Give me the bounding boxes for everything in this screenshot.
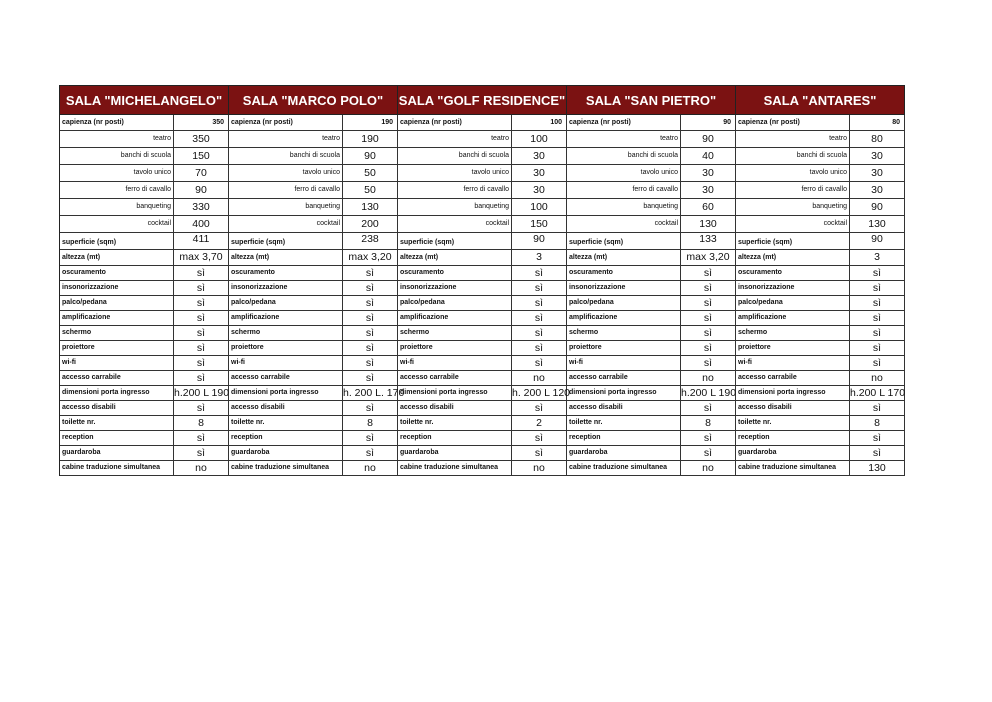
room-title: SALA "ANTARES" — [736, 86, 905, 115]
value-guardaroba: sì — [343, 446, 398, 461]
row-label-toilette: toilette nr. — [736, 416, 850, 431]
value-wifi: sì — [174, 356, 229, 371]
row-label-porta: dimensioni porta ingresso — [60, 386, 174, 401]
value-accesso-disabili: sì — [343, 401, 398, 416]
value-cocktail: 200 — [343, 216, 398, 233]
value-amplificazione: sì — [512, 311, 567, 326]
value-banqueting: 100 — [512, 199, 567, 216]
row-label-schermo: schermo — [398, 326, 512, 341]
value-cocktail: 130 — [850, 216, 905, 233]
row-label-capienza: capienza (nr posti) — [736, 115, 850, 131]
value-insonorizzazione: sì — [343, 281, 398, 296]
value-palco: sì — [681, 296, 736, 311]
value-amplificazione: sì — [174, 311, 229, 326]
value-capienza: 80 — [850, 115, 905, 131]
row-label-accesso-disabili: accesso disabili — [567, 401, 681, 416]
value-oscuramento: sì — [174, 266, 229, 281]
value-porta: h.200 L 190 — [681, 387, 737, 399]
row-label-wifi: wi-fi — [736, 356, 850, 371]
row-label-amplificazione: amplificazione — [567, 311, 681, 326]
row-label-accesso-carrabile: accesso carrabile — [736, 371, 850, 386]
value-accesso-carrabile: no — [850, 371, 905, 386]
value-proiettore: sì — [512, 341, 567, 356]
value-banchi: 150 — [174, 148, 229, 165]
value-superficie: 133 — [681, 233, 736, 250]
room-title: SALA "SAN PIETRO" — [567, 86, 736, 115]
value-capienza: 100 — [512, 115, 567, 131]
value-schermo: sì — [850, 326, 905, 341]
room-title: SALA "GOLF RESIDENCE" — [398, 86, 567, 115]
row-label-ferro: ferro di cavallo — [229, 182, 343, 199]
value-schermo: sì — [512, 326, 567, 341]
row-label-reception: reception — [736, 431, 850, 446]
row-label-tavolo: tavolo unico — [567, 165, 681, 182]
value-oscuramento: sì — [850, 266, 905, 281]
row-label-altezza: altezza (mt) — [736, 250, 850, 266]
value-cabine: no — [512, 461, 567, 476]
row-label-toilette: toilette nr. — [60, 416, 174, 431]
row-label-altezza: altezza (mt) — [398, 250, 512, 266]
row-label-proiettore: proiettore — [736, 341, 850, 356]
value-altezza: max 3,20 — [343, 250, 398, 266]
value-insonorizzazione: sì — [681, 281, 736, 296]
row-label-schermo: schermo — [567, 326, 681, 341]
value-accesso-carrabile: sì — [343, 371, 398, 386]
room-title: SALA "MARCO POLO" — [229, 86, 398, 115]
row-label-banchi: banchi di scuola — [736, 148, 850, 165]
row-label-cabine: cabine traduzione simultanea — [736, 461, 850, 476]
value-altezza: 3 — [512, 250, 567, 266]
row-label-capienza: capienza (nr posti) — [229, 115, 343, 131]
row-label-banchi: banchi di scuola — [60, 148, 174, 165]
row-label-wifi: wi-fi — [229, 356, 343, 371]
row-label-superficie: superficie (sqm) — [567, 233, 681, 250]
row-label-altezza: altezza (mt) — [567, 250, 681, 266]
row-label-ferro: ferro di cavallo — [398, 182, 512, 199]
value-teatro: 80 — [850, 131, 905, 148]
row-label-insonorizzazione: insonorizzazione — [736, 281, 850, 296]
value-banchi: 30 — [512, 148, 567, 165]
value-palco: sì — [512, 296, 567, 311]
value-guardaroba: sì — [512, 446, 567, 461]
value-altezza: 3 — [850, 250, 905, 266]
value-wifi: sì — [512, 356, 567, 371]
value-oscuramento: sì — [343, 266, 398, 281]
row-label-accesso-carrabile: accesso carrabile — [398, 371, 512, 386]
value-porta: h. 200 L. 170 — [343, 387, 405, 399]
value-superficie: 411 — [174, 233, 229, 250]
row-label-cocktail: cocktail — [398, 216, 512, 233]
value-wifi: sì — [850, 356, 905, 371]
value-palco: sì — [343, 296, 398, 311]
row-label-porta: dimensioni porta ingresso — [567, 386, 681, 401]
value-capienza: 190 — [343, 115, 398, 131]
value-wifi: sì — [681, 356, 736, 371]
value-guardaroba: sì — [174, 446, 229, 461]
row-label-guardaroba: guardaroba — [736, 446, 850, 461]
value-guardaroba: sì — [681, 446, 736, 461]
row-label-capienza: capienza (nr posti) — [60, 115, 174, 131]
row-label-ferro: ferro di cavallo — [567, 182, 681, 199]
value-ferro: 30 — [512, 182, 567, 199]
value-reception: sì — [512, 431, 567, 446]
row-label-amplificazione: amplificazione — [736, 311, 850, 326]
row-label-oscuramento: oscuramento — [229, 266, 343, 281]
row-label-cabine: cabine traduzione simultanea — [60, 461, 174, 476]
value-superficie: 90 — [850, 233, 905, 250]
row-label-cocktail: cocktail — [736, 216, 850, 233]
value-porta: h. 200 L 120 — [512, 387, 570, 399]
value-banchi: 40 — [681, 148, 736, 165]
value-proiettore: sì — [174, 341, 229, 356]
room-title: SALA "MICHELANGELO" — [60, 86, 229, 115]
row-label-accesso-carrabile: accesso carrabile — [60, 371, 174, 386]
value-teatro: 350 — [174, 131, 229, 148]
value-cabine: no — [681, 461, 736, 476]
value-proiettore: sì — [850, 341, 905, 356]
row-label-guardaroba: guardaroba — [229, 446, 343, 461]
row-label-banchi: banchi di scuola — [398, 148, 512, 165]
row-label-schermo: schermo — [60, 326, 174, 341]
value-accesso-carrabile: no — [681, 371, 736, 386]
value-toilette: 8 — [343, 416, 398, 431]
value-cocktail: 150 — [512, 216, 567, 233]
row-label-proiettore: proiettore — [60, 341, 174, 356]
row-label-toilette: toilette nr. — [567, 416, 681, 431]
value-palco: sì — [174, 296, 229, 311]
row-label-accesso-disabili: accesso disabili — [398, 401, 512, 416]
value-tavolo: 30 — [681, 165, 736, 182]
value-cabine: no — [343, 461, 398, 476]
value-oscuramento: sì — [681, 266, 736, 281]
row-label-proiettore: proiettore — [398, 341, 512, 356]
value-cabine: no — [174, 461, 229, 476]
row-label-porta: dimensioni porta ingresso — [398, 386, 512, 401]
row-label-insonorizzazione: insonorizzazione — [567, 281, 681, 296]
row-label-cabine: cabine traduzione simultanea — [398, 461, 512, 476]
value-proiettore: sì — [343, 341, 398, 356]
row-label-oscuramento: oscuramento — [60, 266, 174, 281]
row-label-tavolo: tavolo unico — [398, 165, 512, 182]
value-banqueting: 60 — [681, 199, 736, 216]
value-amplificazione: sì — [850, 311, 905, 326]
row-label-reception: reception — [398, 431, 512, 446]
row-label-reception: reception — [567, 431, 681, 446]
row-label-toilette: toilette nr. — [398, 416, 512, 431]
row-label-schermo: schermo — [736, 326, 850, 341]
value-porta: h.200 L 190 — [174, 387, 230, 399]
value-ferro: 90 — [174, 182, 229, 199]
value-toilette: 8 — [174, 416, 229, 431]
row-label-amplificazione: amplificazione — [398, 311, 512, 326]
row-label-tavolo: tavolo unico — [736, 165, 850, 182]
value-altezza: max 3,20 — [681, 250, 736, 266]
row-label-cocktail: cocktail — [567, 216, 681, 233]
row-label-tavolo: tavolo unico — [60, 165, 174, 182]
value-banqueting: 130 — [343, 199, 398, 216]
row-label-capienza: capienza (nr posti) — [567, 115, 681, 131]
row-label-teatro: teatro — [567, 131, 681, 148]
value-cocktail: 130 — [681, 216, 736, 233]
value-ferro: 30 — [850, 182, 905, 199]
value-ferro: 50 — [343, 182, 398, 199]
value-amplificazione: sì — [343, 311, 398, 326]
row-label-altezza: altezza (mt) — [229, 250, 343, 266]
value-teatro: 100 — [512, 131, 567, 148]
value-reception: sì — [174, 431, 229, 446]
value-schermo: sì — [681, 326, 736, 341]
row-label-superficie: superficie (sqm) — [60, 233, 174, 250]
row-label-amplificazione: amplificazione — [60, 311, 174, 326]
value-accesso-disabili: sì — [850, 401, 905, 416]
row-label-banchi: banchi di scuola — [567, 148, 681, 165]
value-proiettore: sì — [681, 341, 736, 356]
row-label-banqueting: banqueting — [229, 199, 343, 216]
value-accesso-carrabile: no — [512, 371, 567, 386]
row-label-palco: palco/pedana — [736, 296, 850, 311]
row-label-cabine: cabine traduzione simultanea — [229, 461, 343, 476]
row-label-banqueting: banqueting — [60, 199, 174, 216]
row-label-oscuramento: oscuramento — [567, 266, 681, 281]
value-tavolo: 30 — [850, 165, 905, 182]
row-label-amplificazione: amplificazione — [229, 311, 343, 326]
value-wifi: sì — [343, 356, 398, 371]
row-label-palco: palco/pedana — [398, 296, 512, 311]
value-insonorizzazione: sì — [174, 281, 229, 296]
row-label-guardaroba: guardaroba — [398, 446, 512, 461]
row-label-teatro: teatro — [229, 131, 343, 148]
value-porta: h.200 L 170 — [850, 387, 906, 399]
value-palco: sì — [850, 296, 905, 311]
row-label-palco: palco/pedana — [567, 296, 681, 311]
row-label-tavolo: tavolo unico — [229, 165, 343, 182]
row-label-superficie: superficie (sqm) — [736, 233, 850, 250]
row-label-superficie: superficie (sqm) — [229, 233, 343, 250]
value-accesso-disabili: sì — [174, 401, 229, 416]
row-label-reception: reception — [229, 431, 343, 446]
value-tavolo: 30 — [512, 165, 567, 182]
value-cocktail: 400 — [174, 216, 229, 233]
row-label-wifi: wi-fi — [567, 356, 681, 371]
row-label-cabine: cabine traduzione simultanea — [567, 461, 681, 476]
row-label-wifi: wi-fi — [60, 356, 174, 371]
value-reception: sì — [343, 431, 398, 446]
value-cabine: 130 — [850, 461, 905, 476]
row-label-palco: palco/pedana — [60, 296, 174, 311]
value-tavolo: 70 — [174, 165, 229, 182]
value-accesso-disabili: sì — [681, 401, 736, 416]
value-capienza: 90 — [681, 115, 736, 131]
value-accesso-disabili: sì — [512, 401, 567, 416]
value-reception: sì — [850, 431, 905, 446]
row-label-accesso-disabili: accesso disabili — [736, 401, 850, 416]
row-label-oscuramento: oscuramento — [736, 266, 850, 281]
row-label-ferro: ferro di cavallo — [736, 182, 850, 199]
row-label-altezza: altezza (mt) — [60, 250, 174, 266]
row-label-porta: dimensioni porta ingresso — [736, 386, 850, 401]
value-toilette: 2 — [512, 416, 567, 431]
value-schermo: sì — [174, 326, 229, 341]
row-label-proiettore: proiettore — [229, 341, 343, 356]
row-label-banqueting: banqueting — [398, 199, 512, 216]
row-label-accesso-carrabile: accesso carrabile — [567, 371, 681, 386]
row-label-insonorizzazione: insonorizzazione — [229, 281, 343, 296]
value-banqueting: 90 — [850, 199, 905, 216]
row-label-teatro: teatro — [398, 131, 512, 148]
value-toilette: 8 — [681, 416, 736, 431]
row-label-superficie: superficie (sqm) — [398, 233, 512, 250]
value-banchi: 90 — [343, 148, 398, 165]
value-oscuramento: sì — [512, 266, 567, 281]
value-teatro: 190 — [343, 131, 398, 148]
value-reception: sì — [681, 431, 736, 446]
row-label-schermo: schermo — [229, 326, 343, 341]
row-label-reception: reception — [60, 431, 174, 446]
row-label-oscuramento: oscuramento — [398, 266, 512, 281]
row-label-guardaroba: guardaroba — [567, 446, 681, 461]
value-schermo: sì — [343, 326, 398, 341]
row-label-toilette: toilette nr. — [229, 416, 343, 431]
row-label-porta: dimensioni porta ingresso — [229, 386, 343, 401]
value-insonorizzazione: sì — [512, 281, 567, 296]
row-label-cocktail: cocktail — [60, 216, 174, 233]
value-accesso-carrabile: sì — [174, 371, 229, 386]
value-superficie: 238 — [343, 233, 398, 250]
value-guardaroba: sì — [850, 446, 905, 461]
row-label-banchi: banchi di scuola — [229, 148, 343, 165]
value-superficie: 90 — [512, 233, 567, 250]
row-label-wifi: wi-fi — [398, 356, 512, 371]
row-label-accesso-carrabile: accesso carrabile — [229, 371, 343, 386]
row-label-insonorizzazione: insonorizzazione — [398, 281, 512, 296]
row-label-proiettore: proiettore — [567, 341, 681, 356]
value-toilette: 8 — [850, 416, 905, 431]
row-label-accesso-disabili: accesso disabili — [60, 401, 174, 416]
value-tavolo: 50 — [343, 165, 398, 182]
value-capienza: 350 — [174, 115, 229, 131]
value-ferro: 30 — [681, 182, 736, 199]
row-label-guardaroba: guardaroba — [60, 446, 174, 461]
row-label-palco: palco/pedana — [229, 296, 343, 311]
row-label-ferro: ferro di cavallo — [60, 182, 174, 199]
value-altezza: max 3,70 — [174, 250, 229, 266]
row-label-banqueting: banqueting — [567, 199, 681, 216]
value-amplificazione: sì — [681, 311, 736, 326]
row-label-capienza: capienza (nr posti) — [398, 115, 512, 131]
value-insonorizzazione: sì — [850, 281, 905, 296]
rooms-spreadsheet — [59, 85, 905, 476]
row-label-teatro: teatro — [60, 131, 174, 148]
row-label-accesso-disabili: accesso disabili — [229, 401, 343, 416]
value-banchi: 30 — [850, 148, 905, 165]
row-label-cocktail: cocktail — [229, 216, 343, 233]
value-teatro: 90 — [681, 131, 736, 148]
row-label-banqueting: banqueting — [736, 199, 850, 216]
value-banqueting: 330 — [174, 199, 229, 216]
row-label-teatro: teatro — [736, 131, 850, 148]
row-label-insonorizzazione: insonorizzazione — [60, 281, 174, 296]
